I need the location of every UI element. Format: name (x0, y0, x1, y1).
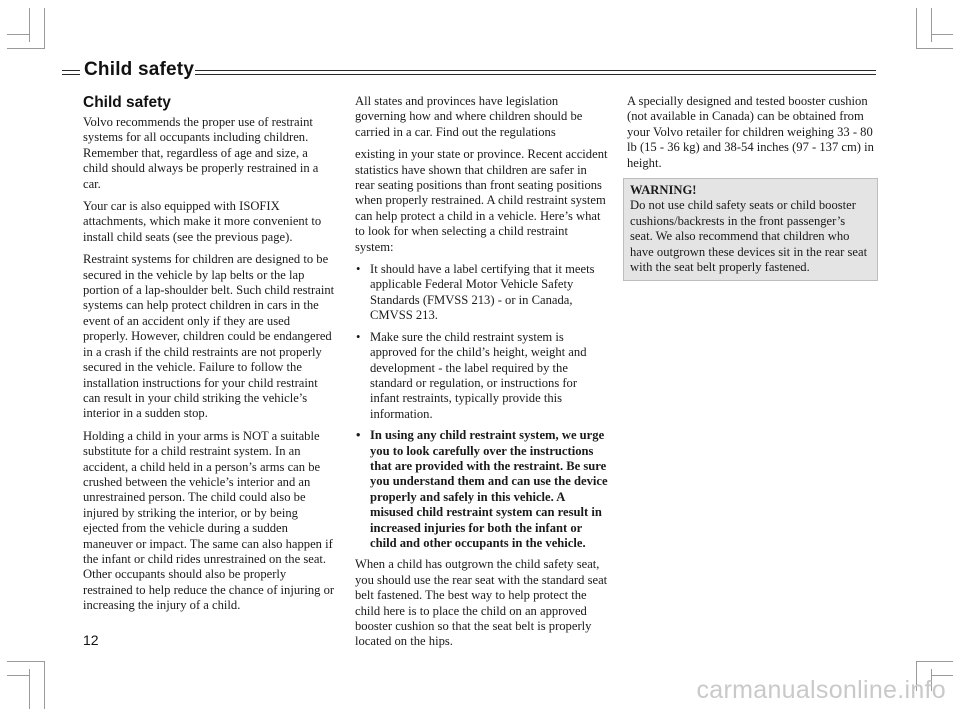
paragraph: Volvo recommends the proper use of restraint systems for all occupants including children. Remember that, regardless of age and size, a child should always be properly restrained in a car. (83, 115, 319, 191)
page-number: 12 (83, 632, 99, 648)
column-3 (627, 94, 877, 281)
paragraph: All states and provinces have legislation governing how and where children should be carried in a car. Find out the regulations (355, 94, 583, 139)
paragraph: A specially designed and tested booster cushion (not available in Canada) can be obtained from your Volvo retailer for children weighing 33 - 80 lb (15 - 36 kg) and 38-54 inches (97 - 137 cm) in height. (627, 94, 874, 170)
warning-box (623, 178, 878, 281)
paragraph: Your car is also equipped with ISOFIX attachments, which make it more convenient to install child seats (see the previous page). (83, 199, 322, 244)
paragraph: Holding a child in your arms is NOT a suitable substitute for a child restraint system. In an accident, a child held in a person’s arms can be crushed between the vehicle’s interior and an unrestrained person. The child could also be injured by striking the interior, or by being ejected from the vehicle during a sudden maneuver or impact. The same can also happen if the infant or child rides unrestrained on the seat. Other occupants should also be properly restrained to help reduce the chance of injuring or increasing the injury of a child. (83, 428, 335, 613)
warning-title: WARNING! (630, 183, 697, 198)
column-2 (355, 94, 608, 657)
header-rule-right (195, 70, 876, 75)
bullet-item: • It should have a label certifying that it meets applicable Federal Motor Vehicle Safety Standards (FMVSS 213) - or in Canada, CMVSS 213. (355, 262, 608, 324)
section-heading: Child safety (83, 94, 171, 111)
bullet-item-emphasis: • In using any child restraint system, we urge you to look carefully over the instructions that are provided with the restraint. Be sure you understand them and can use the device properly and safely in this vehicle. A misused child restraint system can result in increased injuries for both the infant or child and other occupants in the vehicle. (355, 428, 608, 551)
paragraph: Restraint systems for children are designed to be secured in the vehicle by lap belts or the lap portion of a lap-shoulder belt. Such child restraint systems can help protect children in cars in the event of an accident only if they are used properly. However, children could be endangered in a crash if the child restraints are not properly secured in the vehicle. Failure to follow the installation instructions for your child restraint can result in your child striking the vehicle’s interior in a sudden stop. (83, 252, 335, 421)
paragraph: When a child has outgrown the child safety seat, you should use the rear seat with the standard seat belt fastened. The best way to help protect the child here is to place the child on an approved booster cushion so that the seat belt is properly located on the hips. (355, 557, 608, 649)
page-header (62, 58, 876, 86)
column-1 (83, 94, 336, 621)
warning-text: Do not use child safety seats or child booster cushions/backrests in the front passenger’s seat. We also recommend that children who have outgrown these devices sit in the rear seat with the seat belt properly fastened. (630, 198, 868, 275)
bullet-item: • Make sure the child restraint system is approved for the child’s height, weight and development - the label required by the standard or regulation, or instructions for infant restraints, typically provide this information. (355, 330, 608, 422)
bullet-list (355, 262, 608, 551)
watermark: carmanualsonline.info (696, 676, 946, 704)
paragraph: existing in your state or province. Recent accident statistics have shown that children are safer in rear seating positions than front seating positions when properly restrained. A child restraint system can help protect a child in a vehicle. Here’s what to look for when selecting a child restraint system: (355, 147, 608, 254)
header-rule-left (62, 70, 80, 75)
header-title: Child safety (84, 59, 195, 80)
